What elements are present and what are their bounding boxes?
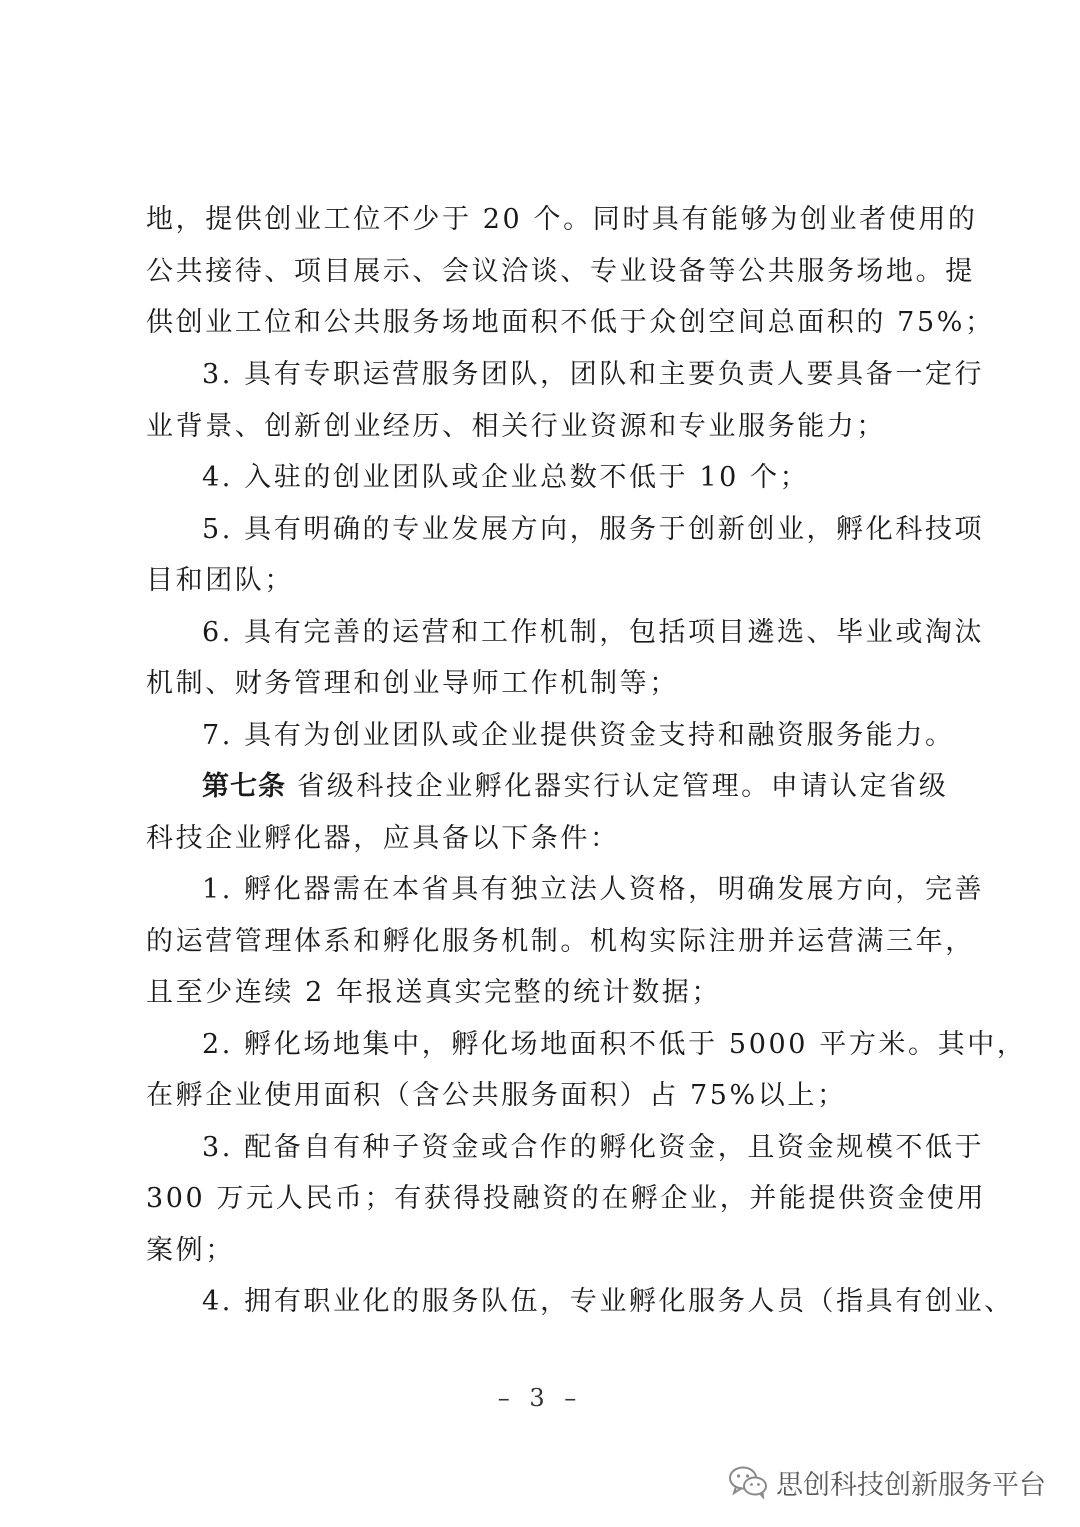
page-number: – 3 – [497,1384,583,1412]
article-line [202,767,949,807]
text-line: 在孵企业使用面积（含公共服务面积）占 75%以上； [146,1080,847,1111]
text-line: 业背景、创新创业经历、相关行业资源和专业服务能力； [146,411,886,442]
text-line: 6. 具有完善的运营和工作机制，包括项目遴选、毕业或淘汰 [202,617,985,648]
text-line: 案例； [146,1235,235,1266]
text-line: 公共接待、项目展示、会议洽谈、专业设备等公共服务场地。提 [146,256,975,287]
text-line: 4. 入驻的创业团队或企业总数不低于 10 个； [202,462,810,493]
text-line: 4. 拥有职业化的服务队伍，专业孵化服务人员（指具有创业、 [202,1286,1014,1317]
text-line: 300 万元人民币；有获得投融资的在孵企业，并能提供资金使用 [146,1183,987,1214]
watermark-text: 思创科技创新服务平台 [776,1469,1046,1501]
text-line: 的运营管理体系和孵化服务机制。机构实际注册并运营满三年， [146,926,975,957]
article-heading: 第七条 [202,771,286,802]
text-line: 2. 孵化场地集中，孵化场地面积不低于 5000 平方米。其中， [202,1029,1027,1060]
text-line: 3. 配备自有种子资金或合作的孵化资金，且资金规模不低于 [202,1132,985,1163]
article-text: 省级科技企业孵化器实行认定管理。申请认定省级 [297,771,949,802]
text-line: 3. 具有专职运营服务团队，团队和主要负责人要具备一定行 [202,359,985,390]
text-line: 科技企业孵化器，应具备以下条件： [146,823,620,854]
wechat-icon [728,1465,768,1499]
text-line: 7. 具有为创业团队或企业提供资金支持和融资服务能力。 [202,720,955,751]
text-line: 地，提供创业工位不少于 20 个。同时具有能够为创业者使用的 [146,204,978,235]
text-line: 且至少连续 2 年报送真实完整的统计数据； [146,977,721,1008]
watermark [728,1462,1046,1502]
text-line: 机制、财务管理和创业导师工作机制等； [146,668,679,699]
text-line: 1. 孵化器需在本省具有独立法人资格，明确发展方向，完善 [202,874,985,905]
text-line: 5. 具有明确的专业发展方向，服务于创新创业，孵化科技项 [202,514,985,545]
text-line: 供创业工位和公共服务场地面积不低于众创空间总面积的 75%； [146,307,995,338]
text-line: 目和团队； [146,565,294,596]
